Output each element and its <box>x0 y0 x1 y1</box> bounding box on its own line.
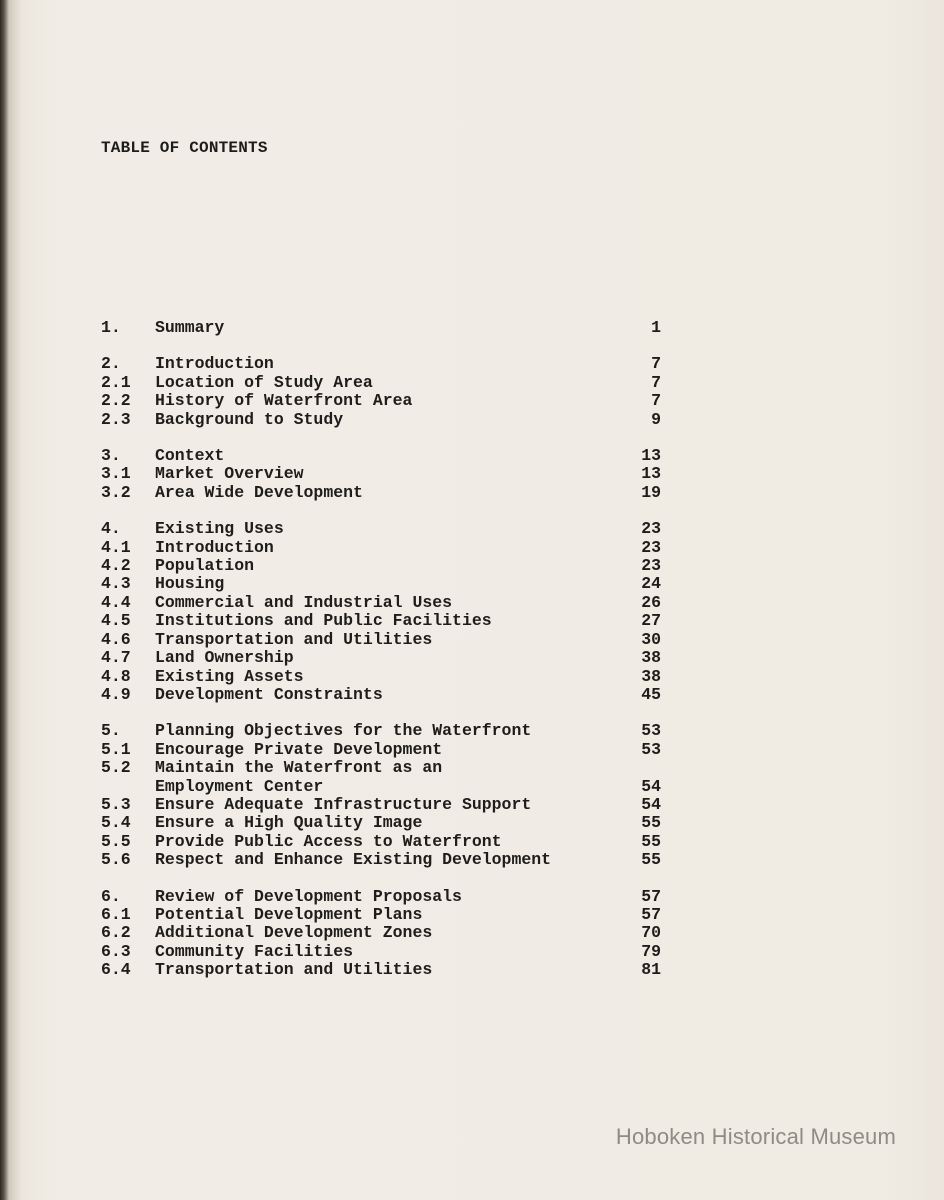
entry-page-number: 26 <box>641 592 661 612</box>
entry-title: History of Waterfront Area <box>155 391 413 411</box>
entry-number: 5.4 <box>101 813 131 833</box>
entry-number: 4.8 <box>101 666 131 686</box>
entry-number: 5.2 <box>101 758 131 778</box>
toc-entry <box>101 906 661 924</box>
entry-page-number: 55 <box>641 831 661 851</box>
entry-title: Population <box>155 556 255 576</box>
entry-number: 4.3 <box>101 574 131 594</box>
entry-number: 6. <box>101 886 121 906</box>
entry-title: Market Overview <box>155 464 304 484</box>
entry-page-number: 81 <box>641 960 661 980</box>
entry-page-number: 55 <box>641 850 661 870</box>
entry-title: Employment Center <box>155 776 324 796</box>
museum-watermark: Hoboken Historical Museum <box>615 1124 896 1149</box>
entry-title: Introduction <box>155 537 274 557</box>
toc-entry <box>101 888 661 906</box>
toc-entry <box>101 924 661 942</box>
entry-page-number: 9 <box>651 409 661 429</box>
entry-title: Background to Study <box>155 409 344 429</box>
entry-number: 4.4 <box>101 592 131 612</box>
entry-page-number: 13 <box>641 464 661 484</box>
toc-entry <box>101 465 661 483</box>
entry-title: Area Wide Development <box>155 482 363 502</box>
entry-page-number: 23 <box>641 537 661 557</box>
entry-page-number: 55 <box>641 813 661 833</box>
toc-section <box>101 888 661 980</box>
entry-title: Additional Development Zones <box>155 923 433 943</box>
entry-title: Transportation and Utilities <box>155 960 433 980</box>
entry-title: Community Facilities <box>155 941 354 961</box>
entry-number: 6.2 <box>101 923 131 943</box>
entry-title: Commercial and Industrial Uses <box>155 592 453 612</box>
entry-number: 4.6 <box>101 629 131 649</box>
entry-title: Ensure Adequate Infrastructure Support <box>155 794 532 814</box>
entry-page-number: 13 <box>641 446 661 466</box>
entry-page-number: 19 <box>641 482 661 502</box>
toc-entry <box>101 943 661 961</box>
entry-title: Context <box>155 446 225 466</box>
entry-title: Introduction <box>155 354 274 374</box>
entry-page-number: 27 <box>641 611 661 631</box>
entry-page-number: 23 <box>641 556 661 576</box>
entry-page-number: 70 <box>641 923 661 943</box>
toc-entry <box>101 319 661 337</box>
toc-entry <box>101 539 661 557</box>
toc-entry <box>101 612 661 630</box>
toc-entry <box>101 411 661 429</box>
entry-title: Summary <box>155 318 225 337</box>
entry-title: Housing <box>155 574 225 594</box>
toc-entry <box>101 814 661 832</box>
toc-entry <box>101 484 661 502</box>
entry-title: Existing Assets <box>155 666 304 686</box>
entry-page-number: 53 <box>641 739 661 759</box>
toc-entry <box>101 374 661 392</box>
entry-number: 2. <box>101 354 121 374</box>
entry-number: 4.9 <box>101 684 131 704</box>
entry-number: 4.5 <box>101 611 131 631</box>
entry-title: Existing Uses <box>155 519 284 539</box>
entry-number: 2.2 <box>101 391 131 411</box>
entry-title: Land Ownership <box>155 648 294 668</box>
toc-entry <box>101 759 661 777</box>
toc-entry <box>101 631 661 649</box>
toc-entry <box>101 575 661 593</box>
entry-page-number: 1 <box>651 318 661 337</box>
entry-title: Respect and Enhance Existing Development <box>155 850 552 870</box>
entry-page-number: 24 <box>641 574 661 594</box>
entry-title: Ensure a High Quality Image <box>155 813 423 833</box>
entry-title: Maintain the Waterfront as an <box>155 758 443 778</box>
toc-entry <box>101 355 661 373</box>
entry-page-number: 38 <box>641 648 661 668</box>
entry-title: Planning Objectives for the Waterfront <box>155 721 532 741</box>
entry-page-number: 54 <box>641 776 661 796</box>
entry-number: 5.6 <box>101 850 131 870</box>
toc-entry <box>101 778 661 796</box>
toc-entry <box>101 392 661 410</box>
entry-number <box>101 778 155 796</box>
toc-entry <box>101 796 661 814</box>
entry-number: 2.1 <box>101 372 131 392</box>
entry-title: Encourage Private Development <box>155 739 443 759</box>
entry-title: Institutions and Public Facilities <box>155 611 492 631</box>
entry-title: Potential Development Plans <box>155 904 423 924</box>
entry-number: 4. <box>101 519 121 539</box>
toc-entry <box>101 668 661 686</box>
toc-section <box>101 355 661 429</box>
entry-page-number: 53 <box>641 721 661 741</box>
entry-page-number: 45 <box>641 684 661 704</box>
entry-number: 1. <box>101 318 121 337</box>
toc-entry <box>101 557 661 575</box>
entry-page-number: 38 <box>641 666 661 686</box>
entry-page-number: 7 <box>651 372 661 392</box>
entry-page-number: 30 <box>641 629 661 649</box>
entry-title: Location of Study Area <box>155 372 373 392</box>
entry-number: 4.1 <box>101 537 131 557</box>
entry-page-number: 79 <box>641 941 661 961</box>
toc-title: TABLE OF CONTENTS <box>101 139 268 157</box>
toc-entry <box>101 594 661 612</box>
toc-section <box>101 722 661 869</box>
entry-number: 5. <box>101 721 121 741</box>
toc-entry <box>101 649 661 667</box>
toc-section <box>101 319 661 337</box>
entry-page-number: 7 <box>651 391 661 411</box>
entry-number: 3. <box>101 446 121 466</box>
toc-entry <box>101 447 661 465</box>
entry-number: 4.2 <box>101 556 131 576</box>
entry-number: 4.7 <box>101 648 131 668</box>
toc-entry <box>101 741 661 759</box>
toc-entry <box>101 686 661 704</box>
toc-entry <box>101 833 661 851</box>
entry-title: Provide Public Access to Waterfront <box>155 831 502 851</box>
entry-number: 3.1 <box>101 464 131 484</box>
toc-entry <box>101 961 661 979</box>
entry-number: 3.2 <box>101 482 131 502</box>
entry-page-number <box>601 759 661 777</box>
entry-number: 6.1 <box>101 904 131 924</box>
entry-page-number: 23 <box>641 519 661 539</box>
entry-number: 5.5 <box>101 831 131 851</box>
entry-page-number: 54 <box>641 794 661 814</box>
entry-title: Development Constraints <box>155 684 383 704</box>
entry-page-number: 57 <box>641 886 661 906</box>
toc-entry <box>101 722 661 740</box>
entry-page-number: 7 <box>651 354 661 374</box>
toc-list <box>101 319 661 998</box>
entry-number: 5.1 <box>101 739 131 759</box>
toc-entry <box>101 520 661 538</box>
entry-title: Review of Development Proposals <box>155 886 462 906</box>
entry-title: Transportation and Utilities <box>155 629 433 649</box>
toc-section <box>101 447 661 502</box>
entry-number: 6.3 <box>101 941 131 961</box>
toc-entry <box>101 851 661 869</box>
entry-page-number: 57 <box>641 904 661 924</box>
entry-number: 2.3 <box>101 409 131 429</box>
entry-number: 6.4 <box>101 960 131 980</box>
entry-number: 5.3 <box>101 794 131 814</box>
toc-section <box>101 520 661 704</box>
